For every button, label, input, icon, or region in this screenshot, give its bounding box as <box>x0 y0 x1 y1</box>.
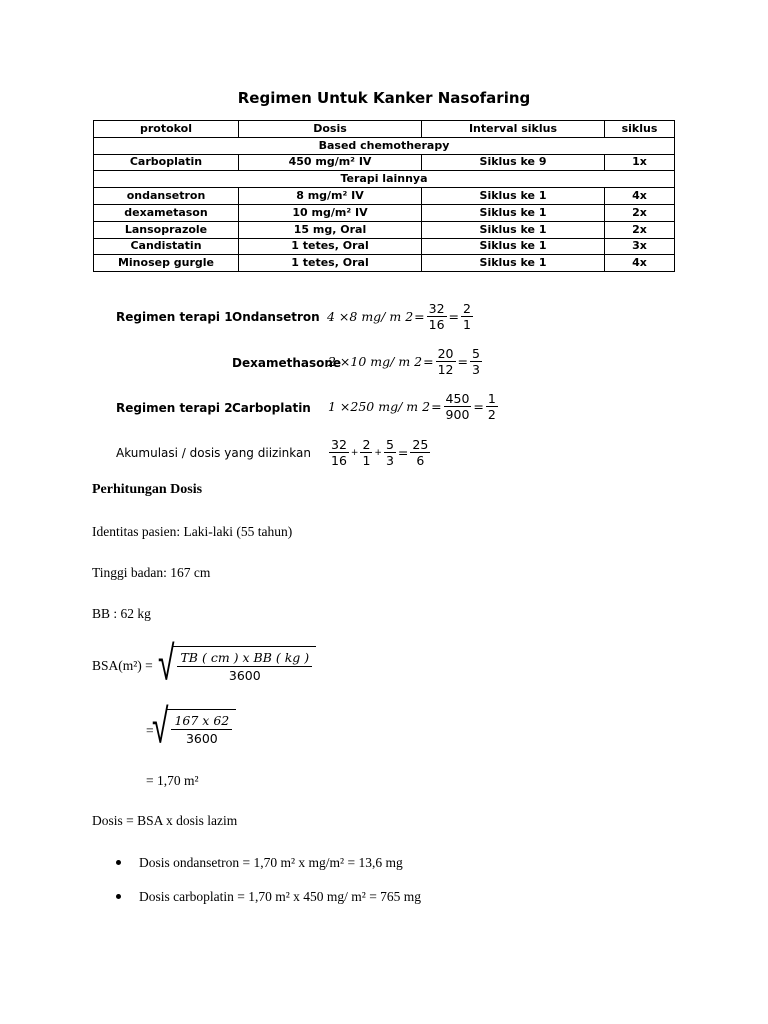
numerator: 32 <box>331 437 347 452</box>
list-item-text: Dosis carboplatin = 1,70 m² x 450 mg/ m² = 765 mg <box>139 889 422 904</box>
regimen-2-label: Regimen terapi 2 <box>116 401 233 415</box>
cell-dosis: 1 tetes, Oral <box>239 255 422 272</box>
accumulation-equation <box>328 437 431 468</box>
numerator: TB ( cm ) x BB ( kg ) <box>177 649 312 667</box>
cell-interval: Siklus ke 9 <box>422 154 605 171</box>
header-siklus: siklus <box>605 121 675 138</box>
patient-weight: BB : 62 kg <box>92 606 151 621</box>
cell-siklus: 2x <box>605 204 675 221</box>
regimen-2-drug: Carboplatin <box>232 401 311 415</box>
fraction <box>427 301 447 332</box>
fraction <box>360 437 372 468</box>
equation-lhs: 1 ×250 mg/ m 2 <box>328 399 431 414</box>
radicand <box>173 646 316 684</box>
cell-dosis: 8 mg/m² IV <box>239 188 422 205</box>
cell-protokol: Carboplatin <box>94 154 239 171</box>
cell-dosis: 450 mg/m² IV <box>239 154 422 171</box>
cell-dosis: 15 mg, Oral <box>239 221 422 238</box>
numerator: 2 <box>463 301 471 316</box>
header-protokol: protokol <box>94 121 239 138</box>
numerator: 1 <box>487 391 496 406</box>
equals-sign: = <box>448 309 460 324</box>
header-dosis: Dosis <box>239 121 422 138</box>
cell-interval: Siklus ke 1 <box>422 238 605 255</box>
equals-sign: = <box>423 354 434 369</box>
denominator: 3 <box>385 453 394 468</box>
equals-sign: = <box>457 354 468 369</box>
list-item <box>116 853 421 887</box>
table-row <box>94 188 675 205</box>
bsa-label: BSA(m²) = <box>92 658 153 673</box>
patient-identity: Identitas pasien: Laki-laki (55 tahun) <box>92 524 293 539</box>
plus-sign: + <box>374 447 382 458</box>
regimen-1-drug: Ondansetron <box>232 310 320 324</box>
fraction <box>329 437 349 468</box>
cell-siklus: 2x <box>605 221 675 238</box>
fraction <box>444 391 472 422</box>
bullet-icon <box>116 894 121 899</box>
section-heading: Perhitungan Dosis <box>92 482 203 497</box>
denominator: 3600 <box>228 668 261 683</box>
cell-siklus: 1x <box>605 154 675 171</box>
cell-siklus: 4x <box>605 255 675 272</box>
regimen-table <box>93 120 675 272</box>
bsa-substitution <box>152 699 236 756</box>
radicand <box>167 709 236 747</box>
sqrt-icon: √ <box>152 699 169 756</box>
denominator: 3600 <box>185 731 218 746</box>
denominator: 12 <box>437 362 454 377</box>
regimen-1-equation <box>327 301 474 332</box>
cell-interval: Siklus ke 1 <box>422 221 605 238</box>
substitution-equals: = <box>146 723 154 738</box>
denominator: 900 <box>445 407 470 422</box>
fraction <box>486 391 498 422</box>
equals-sign: = <box>397 445 409 460</box>
regimen-1b-drug: Dexamethasone <box>232 356 342 370</box>
denominator: 3 <box>471 362 480 377</box>
section-row <box>94 137 675 154</box>
numerator: 2 <box>362 437 371 452</box>
accumulation-label: Akumulasi / dosis yang diizinkan <box>116 446 311 460</box>
table-header-row <box>94 121 675 138</box>
cell-interval: Siklus ke 1 <box>422 204 605 221</box>
table-row <box>94 204 675 221</box>
numerator: 167 x 62 <box>171 712 232 730</box>
cell-protokol: ondansetron <box>94 188 239 205</box>
section-terapi-lainnya: Terapi lainnya <box>94 171 675 188</box>
cell-dosis: 1 tetes, Oral <box>239 238 422 255</box>
regimen-1b-equation <box>328 346 483 377</box>
equals-sign: = <box>473 399 484 414</box>
header-interval: Interval siklus <box>422 121 605 138</box>
dose-formula: Dosis = BSA x dosis lazim <box>92 813 238 828</box>
document-title: Regimen Untuk Kanker Nasofaring <box>237 89 531 107</box>
fraction <box>470 346 482 377</box>
table-row <box>94 255 675 272</box>
equals-sign: = <box>431 399 442 414</box>
cell-protokol: Minosep gurgle <box>94 255 239 272</box>
cell-protokol: Candistatin <box>94 238 239 255</box>
fraction <box>410 437 430 468</box>
sqrt-icon: √ <box>158 636 175 693</box>
numerator: 5 <box>385 437 394 452</box>
dose-list <box>116 853 421 921</box>
list-item-text: Dosis ondansetron = 1,70 m² x mg/m² = 13,6 mg <box>139 855 403 870</box>
fraction <box>436 346 456 377</box>
numerator: 20 <box>437 346 454 361</box>
table-row <box>94 154 675 171</box>
cell-siklus: 4x <box>605 188 675 205</box>
table-row <box>94 221 675 238</box>
denominator: 16 <box>331 453 347 468</box>
list-item <box>116 887 421 921</box>
cell-siklus: 3x <box>605 238 675 255</box>
denominator: 1 <box>362 453 371 468</box>
numerator: 5 <box>471 346 480 361</box>
cell-interval: Siklus ke 1 <box>422 255 605 272</box>
section-based-chemotherapy: Based chemotherapy <box>94 137 675 154</box>
equation-lhs: 2 ×10 mg/ m 2 <box>328 354 423 369</box>
bsa-result: = 1,70 m² <box>146 773 199 788</box>
cell-protokol: dexametason <box>94 204 239 221</box>
regimen-2-equation <box>328 391 499 422</box>
fraction <box>384 437 396 468</box>
cell-dosis: 10 mg/m² IV <box>239 204 422 221</box>
cell-protokol: Lansoprazole <box>94 221 239 238</box>
plus-sign: + <box>350 447 359 458</box>
bullet-icon <box>116 860 121 865</box>
cell-interval: Siklus ke 1 <box>422 188 605 205</box>
section-row <box>94 171 675 188</box>
equals-sign: = <box>414 309 425 324</box>
fraction <box>461 301 473 332</box>
numerator: 450 <box>445 391 470 406</box>
patient-height: Tinggi badan: 167 cm <box>92 565 211 580</box>
denominator: 2 <box>487 407 496 422</box>
numerator: 25 <box>412 437 429 452</box>
regimen-1-label: Regimen terapi 1 <box>116 310 233 324</box>
table-row <box>94 238 675 255</box>
numerator: 32 <box>428 301 445 316</box>
bsa-formula <box>158 636 316 693</box>
denominator: 1 <box>463 317 471 332</box>
equation-lhs: 4 ×8 mg/ m 2 <box>327 309 414 324</box>
denominator: 16 <box>428 317 445 332</box>
denominator: 6 <box>416 453 425 468</box>
